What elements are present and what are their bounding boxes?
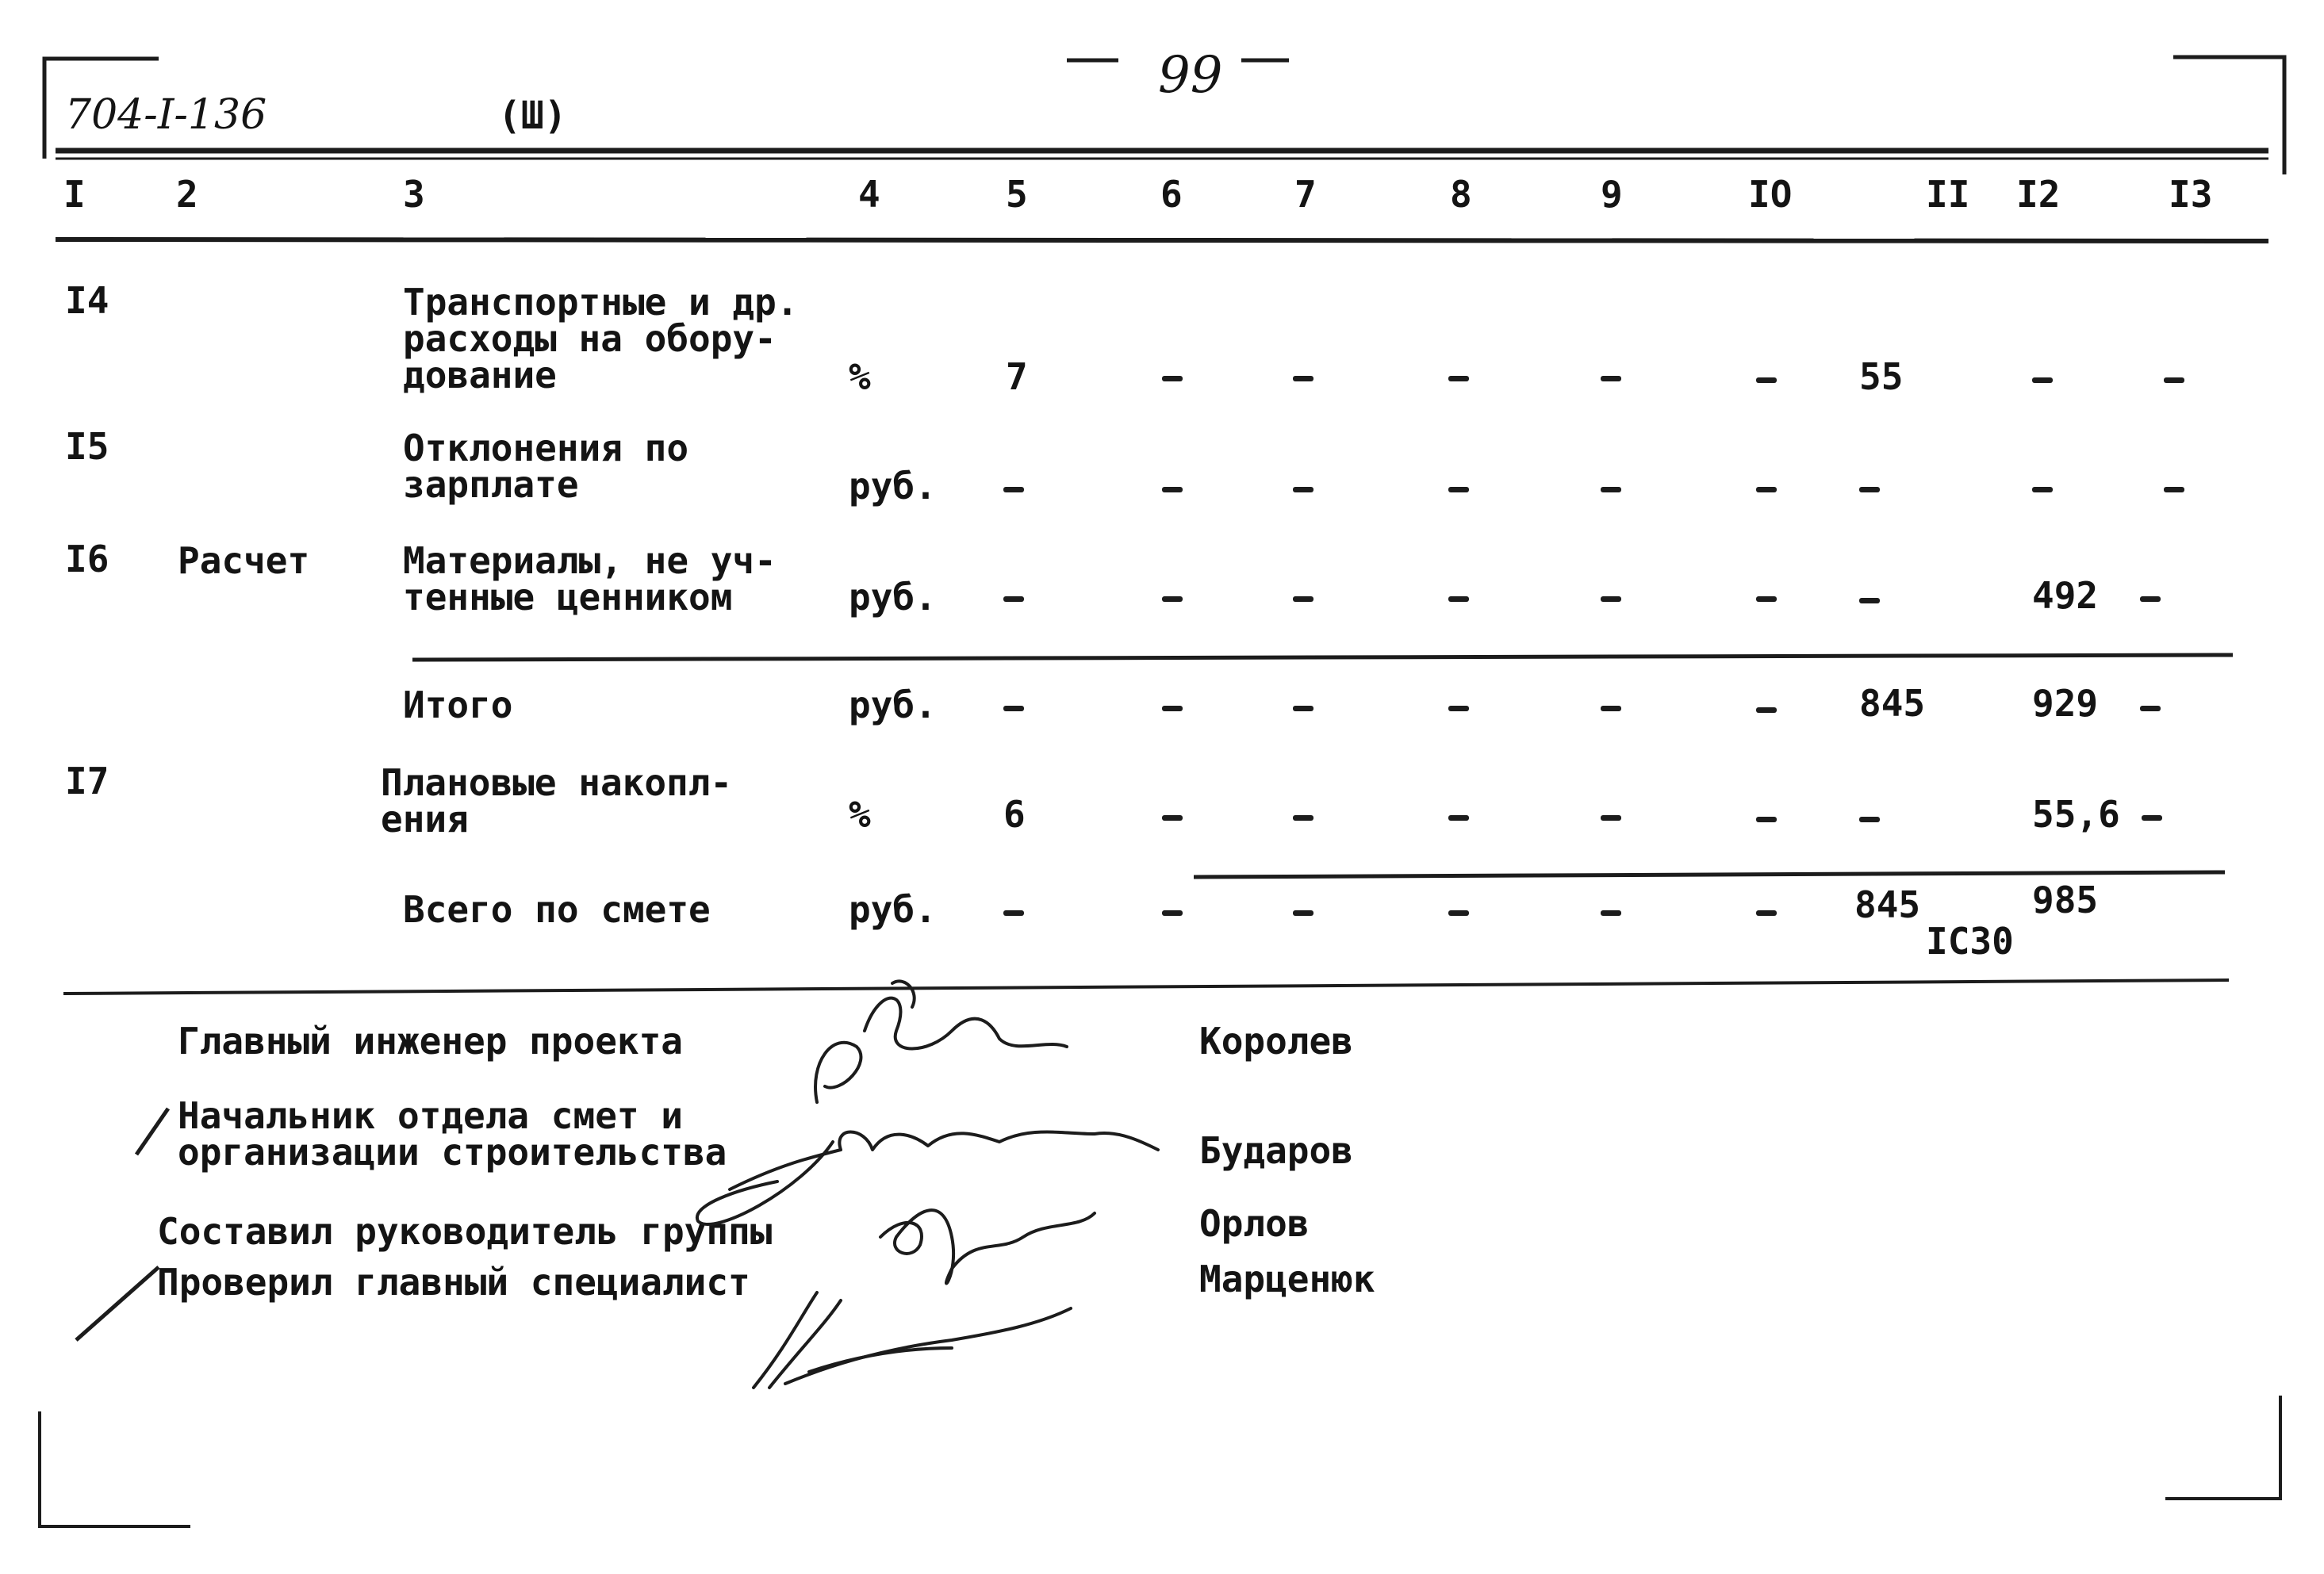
row-col12: 492 xyxy=(2032,574,2099,617)
grand-total: IC30 xyxy=(1926,920,2014,963)
row-number: I4 xyxy=(65,279,109,322)
column-number: 3 xyxy=(403,173,425,216)
signature-role: Проверил главный специалист xyxy=(157,1261,750,1304)
column-number: I3 xyxy=(2169,173,2213,216)
row-unit: % xyxy=(849,793,871,836)
row-unit: % xyxy=(849,355,871,398)
signature-name: Бударов xyxy=(1199,1129,1353,1172)
column-number: II xyxy=(1926,173,1970,216)
row-unit: руб. xyxy=(849,465,937,507)
column-number: 8 xyxy=(1450,173,1472,216)
signature-role: Начальник отдела смет и организации строительства xyxy=(178,1094,727,1174)
row-description: Отклонения по зарплате xyxy=(403,427,689,506)
volume-marker: (Ш) xyxy=(498,94,567,138)
row-col11: 845 xyxy=(1859,682,1926,725)
row-col12: 55,6 xyxy=(2032,793,2120,836)
row-unit: руб. xyxy=(849,684,937,726)
column-number: 2 xyxy=(176,173,198,216)
column-number: 7 xyxy=(1294,173,1317,216)
signature-name: Орлов xyxy=(1199,1202,1310,1245)
row-description: Материалы, не уч- тенные ценником xyxy=(403,539,777,618)
row-unit: руб. xyxy=(849,888,937,931)
row-basis: Расчет xyxy=(178,539,310,582)
row-col12: 929 xyxy=(2032,682,2099,725)
row-description: Транспортные и др. расходы на обору- дование xyxy=(403,281,799,396)
column-number: 5 xyxy=(1006,173,1028,216)
row-col5: 6 xyxy=(1003,793,1026,836)
signature-name: Королев xyxy=(1199,1020,1353,1063)
page-number: 99 xyxy=(1158,46,1223,105)
signature-name: Марценюк xyxy=(1199,1258,1375,1300)
column-number: 6 xyxy=(1160,173,1183,216)
row-unit: руб. xyxy=(849,576,937,618)
row-description: Всего по смете xyxy=(403,888,711,931)
column-number: IO xyxy=(1748,173,1793,216)
signature-role: Составил руководитель группы xyxy=(157,1210,773,1253)
document-code: 704-I-136 xyxy=(65,91,267,139)
row-col5: 7 xyxy=(1006,355,1028,398)
signature-role: Главный инженер проекта xyxy=(178,1020,683,1063)
row-description: Итого xyxy=(403,684,513,726)
row-col11: 55 xyxy=(1859,355,1904,398)
column-number: 4 xyxy=(858,173,880,216)
column-number: I xyxy=(63,173,86,216)
row-col12: 985 xyxy=(2032,879,2099,921)
column-number: I2 xyxy=(2016,173,2061,216)
column-number: 9 xyxy=(1601,173,1623,216)
row-number: I5 xyxy=(65,425,109,468)
row-number: I6 xyxy=(65,538,109,580)
row-col11: 845 xyxy=(1854,883,1921,926)
row-number: I7 xyxy=(65,760,109,802)
row-description: Плановые накопл- ения xyxy=(381,761,733,841)
